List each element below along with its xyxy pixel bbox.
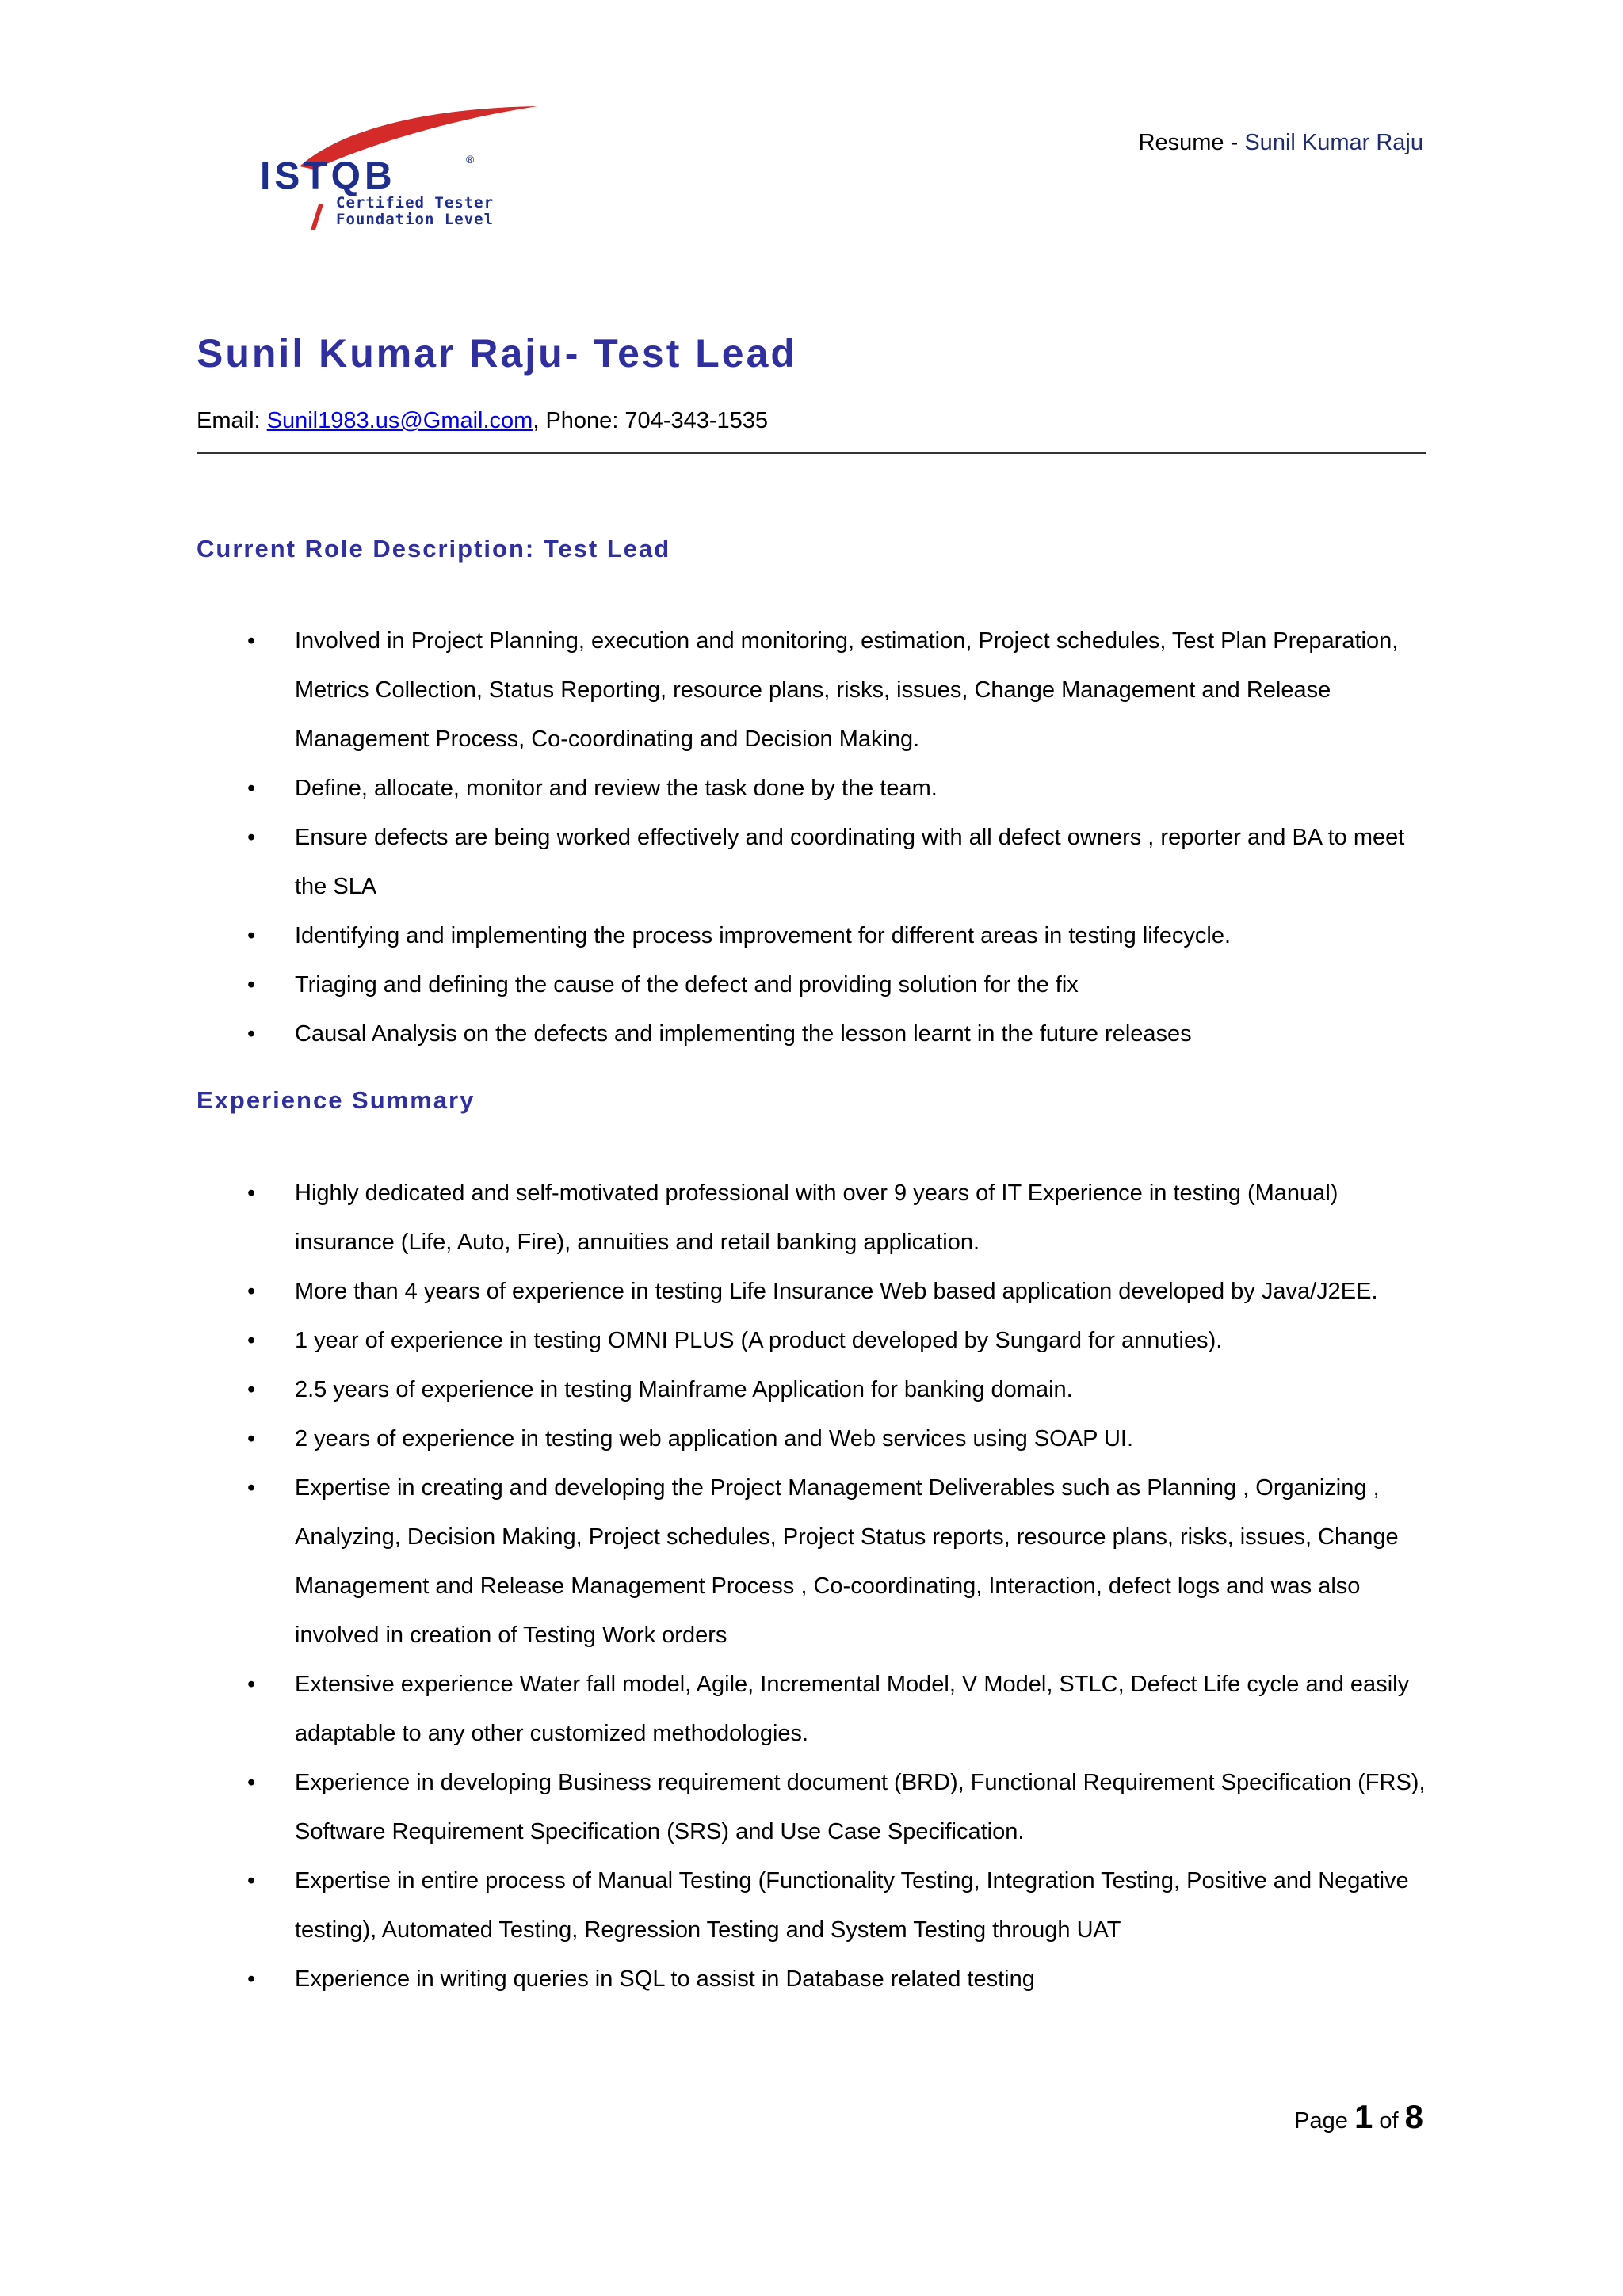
list-item [0, 616, 1436, 764]
bullet-icon: • [247, 1868, 256, 1894]
bullet-icon: • [247, 1279, 256, 1304]
contact-line [197, 406, 768, 435]
list-item [0, 1955, 1436, 2004]
bullet-icon: • [247, 1021, 256, 1047]
list-item [0, 813, 1436, 911]
list-item-text: Triaging and defining the cause of the defect and providing solution for the fix [295, 972, 1079, 997]
istqb-logo-subtitle-1: Certified Tester [336, 194, 495, 212]
page-word: Page [1294, 2108, 1354, 2134]
list-item [0, 1414, 1436, 1463]
istqb-logo-text: ISTQB [260, 155, 396, 197]
list-item [0, 911, 1436, 960]
running-header [1139, 128, 1423, 157]
list-item-text: Expertise in entire process of Manual Testing (Functionality Testing, Integration Testing, Positive and Negative testing), Automated Testing, Regression Testing and System Testing through UAT [295, 1868, 1409, 1943]
list-item-text: Identifying and implementing the process improvement for different areas in testing lifecycle. [295, 923, 1232, 948]
list-item [0, 1267, 1436, 1316]
list-item [0, 1169, 1436, 1267]
list-item [0, 1856, 1436, 1955]
istqb-logo-subtitle-2: Foundation Level [336, 211, 495, 228]
bullet-icon: • [247, 1966, 256, 1992]
page-total: 8 [1404, 2098, 1423, 2135]
section-heading-current-role: Current Role Description: Test Lead [197, 535, 671, 563]
header-divider [197, 452, 1426, 454]
bullet-icon: • [247, 1426, 256, 1451]
running-header-prefix: Resume - [1138, 130, 1245, 155]
list-item [0, 960, 1436, 1009]
istqb-logo-reg-mark: ® [466, 153, 475, 166]
current-role-list [0, 616, 1623, 1058]
bullet-icon: • [247, 1672, 256, 1697]
email-label: Email: [197, 408, 267, 433]
list-item-text: More than 4 years of experience in testing Life Insurance Web based application developed by Java/J2EE. [295, 1279, 1378, 1304]
list-item-text: Causal Analysis on the defects and implementing the lesson learnt in the future releases [295, 1021, 1192, 1047]
bullet-icon: • [247, 628, 256, 654]
list-item [0, 1365, 1436, 1414]
page-current: 1 [1354, 2098, 1373, 2135]
bullet-icon: • [247, 923, 256, 948]
bullet-icon: • [247, 1475, 256, 1501]
list-item [0, 1009, 1436, 1058]
phone-text: , Phone: 704-343-1535 [533, 408, 769, 433]
bullet-icon: • [247, 1770, 256, 1795]
list-item-text: Expertise in creating and developing the Project Management Deliverables such as Planning , Organizing , Analyzing, Decision Making, Project schedules, Project Status reports, resource plans, risks, issues, Change Management and Release Management Process , Co-coordinating, Interaction, defect logs and was also involved in creation of Testing Work orders [295, 1475, 1399, 1648]
list-item-text: Experience in writing queries in SQL to assist in Database related testing [295, 1966, 1035, 1992]
list-item [0, 764, 1436, 813]
list-item [0, 1463, 1436, 1660]
bullet-icon: • [247, 1180, 256, 1206]
bullet-icon: • [247, 1377, 256, 1402]
list-item-text: 2 years of experience in testing web application and Web services using SOAP UI. [295, 1426, 1134, 1451]
list-item-text: 1 year of experience in testing OMNI PLUS (A product developed by Sungard for annuties). [295, 1328, 1223, 1353]
list-item-text: Define, allocate, monitor and review the task done by the team. [295, 776, 938, 801]
list-item-text: Involved in Project Planning, execution and monitoring, estimation, Project schedules, Test Plan Preparation, Metrics Collection, Status Reporting, resource plans, risks, issues, Change Management and Release Management Process, Co-coordinating and Decision Making. [295, 628, 1399, 752]
istqb-logo [258, 101, 544, 236]
bullet-icon: • [247, 825, 256, 850]
list-item-text: Highly dedicated and self-motivated professional with over 9 years of IT Experience in testing (Manual) insurance (Life, Auto, Fire), annuities and retail banking application. [295, 1180, 1338, 1255]
bullet-icon: • [247, 1328, 256, 1353]
bullet-icon: • [247, 972, 256, 997]
page-number [1294, 2097, 1423, 2141]
resume-title: Sunil Kumar Raju- Test Lead [197, 331, 797, 376]
email-link[interactable]: Sunil1983.us@Gmail.com [266, 408, 533, 433]
list-item-text: Experience in developing Business requirement document (BRD), Functional Requirement Specification (FRS), Software Requirement Specification (SRS) and Use Case Specification. [295, 1770, 1426, 1844]
list-item-text: 2.5 years of experience in testing Mainframe Application for banking domain. [295, 1377, 1073, 1402]
running-header-name: Sunil Kumar Raju [1244, 130, 1423, 155]
section-heading-experience-summary: Experience Summary [197, 1086, 475, 1114]
list-item [0, 1316, 1436, 1365]
experience-summary-list [0, 1169, 1623, 2004]
list-item [0, 1758, 1436, 1856]
list-item-text: Extensive experience Water fall model, Agile, Incremental Model, V Model, STLC, Defect Life cycle and easily adaptable to any other customized methodologies. [295, 1672, 1410, 1746]
bullet-icon: • [247, 776, 256, 801]
of-word: of [1373, 2108, 1405, 2134]
list-item [0, 1660, 1436, 1758]
list-item-text: Ensure defects are being worked effectively and coordinating with all defect owners , reporter and BA to meet the SLA [295, 825, 1405, 899]
